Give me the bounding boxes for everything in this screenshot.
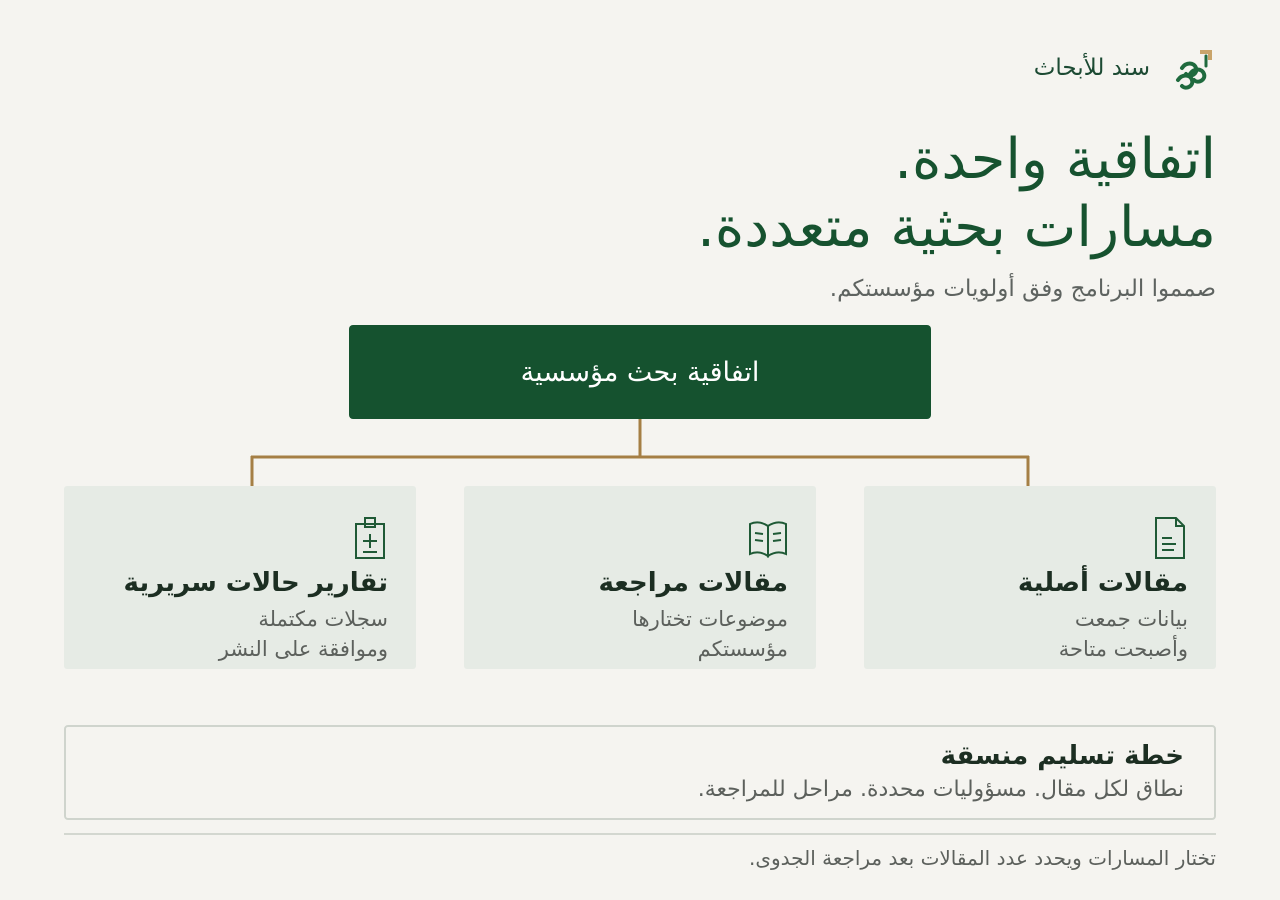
clipboard-plus-icon <box>352 516 388 560</box>
delivery-plan-box <box>64 725 1216 820</box>
card-description <box>492 604 788 664</box>
open-book-icon <box>748 516 788 560</box>
footer-divider <box>64 833 1216 835</box>
brand-logo <box>1034 46 1216 90</box>
card-description-line-2: مؤسستكم <box>697 637 788 661</box>
delivery-plan-body: نطاق لكل مقال. مسؤوليات محددة. مراحل للمراجعة. <box>697 777 1184 802</box>
page-subtitle: صمموا البرنامج وفق أولويات مؤسستكم. <box>829 276 1216 302</box>
card-title: مقالات أصلية <box>1017 568 1188 598</box>
card-description-line-2: وموافقة على النشر <box>218 637 388 661</box>
footnote: تختار المسارات ويحدد عدد المقالات بعد مراجعة الجدوى. <box>749 846 1216 870</box>
card-title: تقارير حالات سريرية <box>123 568 388 598</box>
document-icon <box>1152 516 1188 560</box>
page-title-line-1: اتفاقية واحدة. <box>894 127 1216 192</box>
page-title-line-2: مسارات بحثية متعددة. <box>697 195 1216 260</box>
page-title <box>697 126 1216 262</box>
delivery-plan-title: خطة تسليم منسقة <box>940 741 1184 771</box>
root-node-label: اتفاقية بحث مؤسسية <box>520 356 760 388</box>
card-description <box>92 604 388 664</box>
root-node-institutional-agreement <box>349 325 931 419</box>
card-description-line-2: وأصبحت متاحة <box>1058 637 1188 661</box>
card-description <box>892 604 1188 664</box>
card-description-line-1: سجلات مكتملة <box>258 607 388 631</box>
brand-name: سند للأبحاث <box>1033 55 1150 81</box>
card-description-line-1: موضوعات تختارها <box>632 607 788 631</box>
card-original-articles <box>864 486 1216 669</box>
card-description-line-1: بيانات جمعت <box>1074 607 1188 631</box>
card-review-articles <box>464 486 816 669</box>
linked-chain-logo-icon <box>1172 46 1216 90</box>
card-title: مقالات مراجعة <box>598 568 788 598</box>
card-clinical-case-reports <box>64 486 416 669</box>
